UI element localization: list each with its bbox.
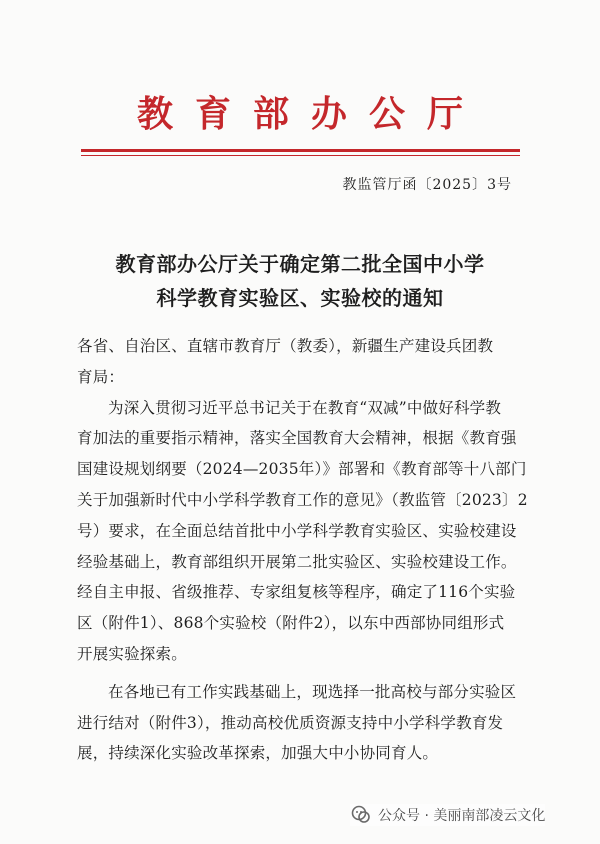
- wechat-watermark: [350, 804, 545, 826]
- document-number: 教监管厅函〔2025〕3号: [342, 177, 512, 193]
- paragraph-1-line: 为深入贯彻习近平总书记关于在教育“双减”中做好科学教: [108, 398, 502, 417]
- paragraph-1-line: 开展实验探索。: [77, 644, 187, 663]
- salutation-line-2: 育局：: [77, 367, 125, 386]
- paragraph-2-line: 进行结对（附件3），推动高校优质资源支持中小学科学教育发: [77, 713, 504, 732]
- notice-title-line-1: 教育部办公厅关于确定第二批全国中小学: [115, 252, 485, 276]
- paragraph-gap: [77, 670, 523, 677]
- paragraph-1-line: 区（附件1）、868个实验校（附件2），以东中西部协同组形式: [77, 614, 505, 633]
- paragraph-2-line: 展，持续深化实验改革探索，加强大中小协同育人。: [77, 744, 439, 763]
- wechat-official-account-icon: [350, 804, 372, 826]
- notice-body: [77, 331, 528, 769]
- letterhead-rule-thin: [81, 155, 520, 156]
- paragraph-1-line: 关于加强新时代中小学科学教育工作的意见》（教监管〔2023〕2: [77, 490, 528, 509]
- salutation-line-1: 各省、自治区、直辖市教育厅（教委），新疆生产建设兵团教: [77, 337, 494, 355]
- notice-title-line-2: 科学教育实验区、实验校的通知: [156, 286, 444, 310]
- notice-title: [0, 247, 600, 315]
- letterhead-rule-thick: [81, 149, 520, 152]
- paragraph-1-line: 号）要求，在全面总结首批中小学科学教育实验区、实验校建设: [77, 521, 517, 540]
- paragraph-1-line: 经自主申报、省级推荐、专家组复核等程序，确定了116个实验: [77, 583, 516, 602]
- paragraph-2-line: 在各地已有工作实践基础上，现选择一批高校与部分实验区: [108, 682, 517, 701]
- paragraph-1-line: 经验基础上，教育部组织开展第二批实验区、实验校建设工作。: [77, 552, 517, 571]
- watermark-text: 公众号 · 美丽南部凌云文化: [378, 808, 546, 824]
- paragraph-1-line: 国建设规划纲要（2024—2035年）》部署和《教育部等十八部门: [77, 460, 527, 479]
- letterhead-title: 教育部办公厅: [136, 93, 485, 135]
- paragraph-1-line: 育加法的重要指示精神，落实全国教育大会精神，根据《教育强: [77, 429, 517, 448]
